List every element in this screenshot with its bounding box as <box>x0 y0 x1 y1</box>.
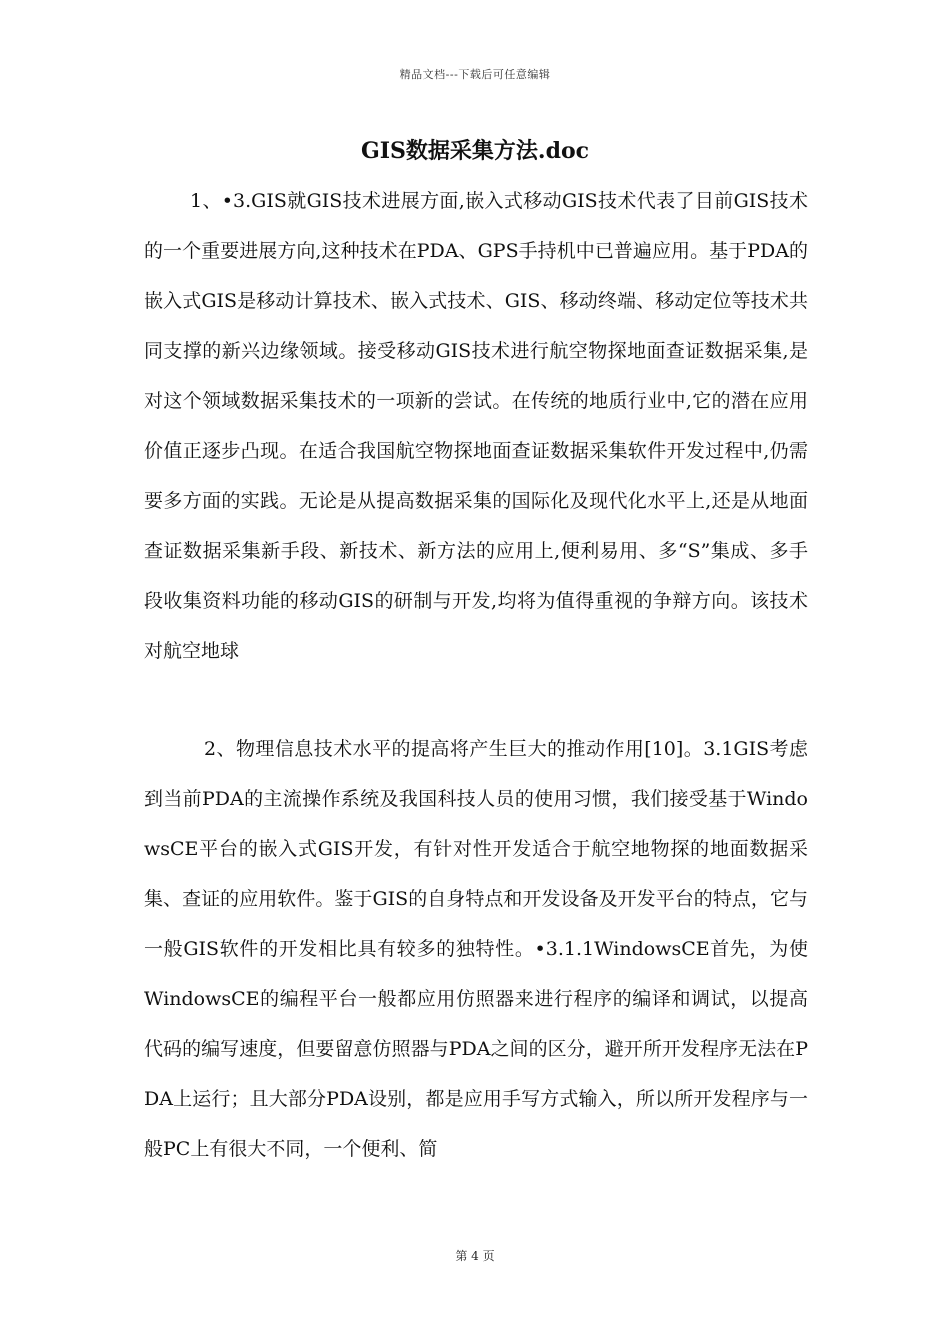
paragraph-1: 1、•3.GIS就GIS技术进展方面,嵌入式移动GIS技术代表了目前GIS技术的一个重要进展方向,这种技术在PDA、GPS手持机中已普遍应用。基于PDA的嵌入式GIS是移动计算技术、嵌入式技术、GIS、移动终端、移动定位等技术共同支撑的新兴边缘领域。接受移动GIS技术进行航空物探地面查证数据采集,是对这个领域数据采集技术的一项新的尝试。在传统的地质行业中,它的潜在应用价值正逐步凸现。在适合我国航空物探地面查证数据采集软件开发过程中,仍需要多方面的实践。无论是从提高数据采集的国际化及现代化水平上,还是从地面查证数据采集新手段、新技术、新方法的应用上,便利易用、多“S”集成、多手段收集资料功能的移动GIS的研制与开发,均将为值得重视的争辩方向。该技术对航空地球 <box>144 190 808 662</box>
page-header: 精品文档---下载后可任意编辑 <box>399 68 551 81</box>
page-number: 第 4 页 <box>455 1249 495 1263</box>
document-title: GIS数据采集方法.doc <box>360 138 590 164</box>
paragraph-2: 2、物理信息技术水平的提高将产生巨大的推动作用[10]。3.1GIS考虑到当前PDA的主流操作系统及我国科技人员的使用习惯，我们接受基于WindowsCE平台的嵌入式GIS开发，有针对性开发适合于航空地物探的地面数据采集、查证的应用软件。鉴于GIS的自身特点和开发设备及开发平台的特点，它与一般GIS软件的开发相比具有较多的独特性。•3.1.1WindowsCE首先，为使WindowsCE的编程平台一般都应用仿照器来进行程序的编译和调试，以提高代码的编写速度，但要留意仿照器与PDA之间的区分，避开所开发程序无法在PDA上运行；且大部分PDA设别，都是应用手写方式输入，所以所开发程序与一般PC上有很大不同，一个便利、简 <box>144 738 808 1160</box>
